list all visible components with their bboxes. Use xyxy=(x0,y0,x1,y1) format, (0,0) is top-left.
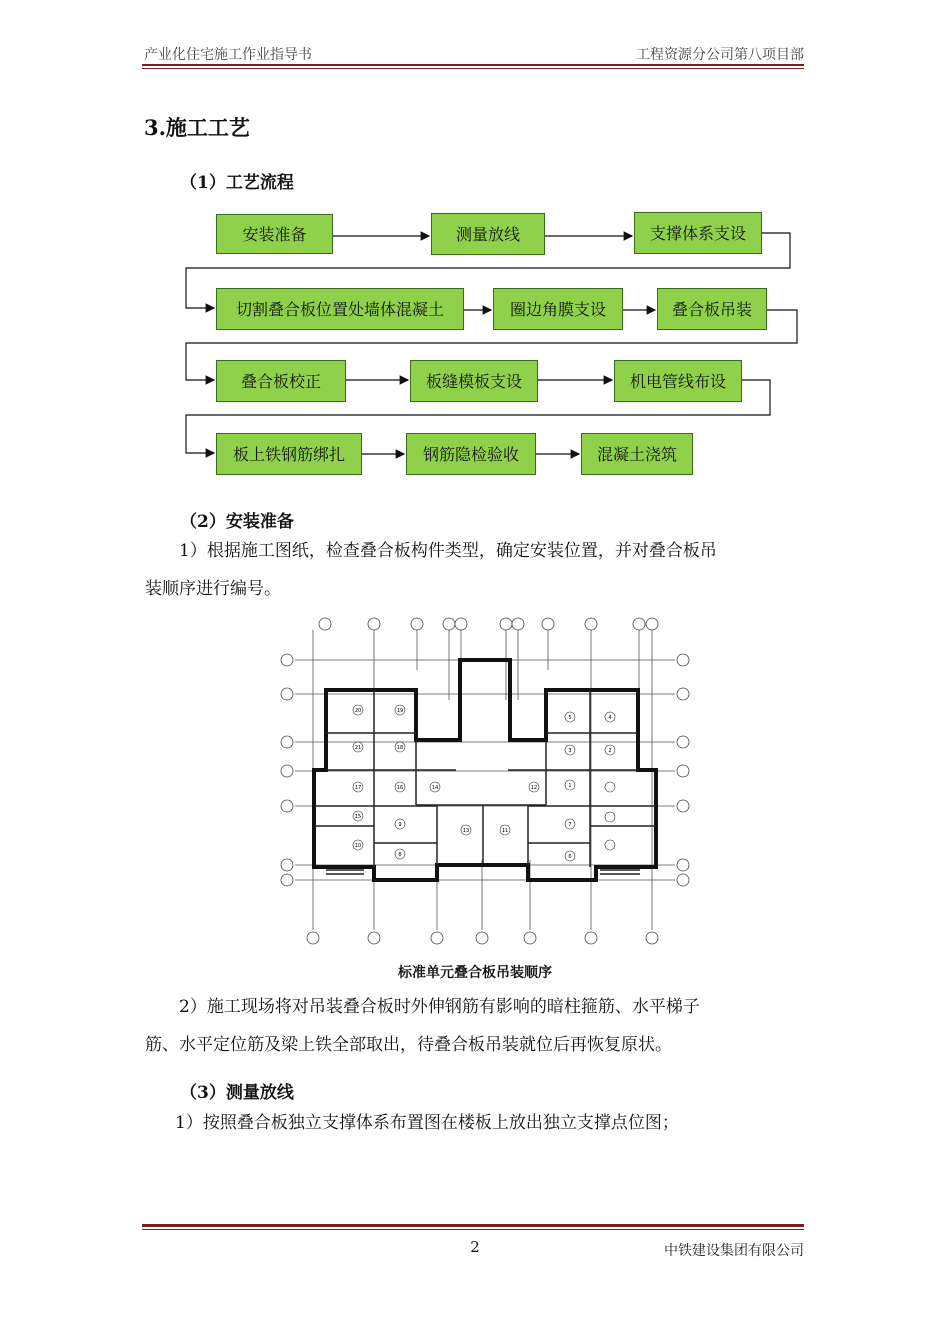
panel-number: 9 xyxy=(398,822,402,828)
floor-plan-figure xyxy=(275,612,695,952)
flow-step-cut-wall-concrete: 切割叠合板位置处墙体混凝土 xyxy=(216,288,464,330)
flow-step-edge-formwork: 圈边角膜支设 xyxy=(493,288,623,330)
paragraph-prep-2 xyxy=(145,988,805,1064)
flow-step-support-system: 支撑体系支设 xyxy=(634,212,762,254)
panel-number: 17 xyxy=(354,785,362,791)
panel-number: 4 xyxy=(608,715,612,721)
panel-number: 1 xyxy=(568,783,572,789)
flow-step-slab-hoisting: 叠合板吊装 xyxy=(657,288,767,330)
panel-marker xyxy=(605,812,615,822)
panel-number: 6 xyxy=(568,854,572,860)
panel-number: 14 xyxy=(431,785,439,791)
panel-number-labels xyxy=(275,612,695,952)
subsection-title-survey: （3）测量放线 xyxy=(180,1083,294,1103)
flow-step-top-rebar-tying: 板上铁钢筋绑扎 xyxy=(216,433,362,475)
section-title: 3.施工工艺 xyxy=(144,115,250,140)
panel-number: 12 xyxy=(530,785,538,791)
panel-number: 2 xyxy=(608,748,612,754)
panel-number: 21 xyxy=(354,745,362,751)
figure-caption: 标准单元叠合板吊装顺序 xyxy=(398,965,552,981)
panel-number: 5 xyxy=(568,715,572,721)
header-right: 工程资源分公司第八项目部 xyxy=(636,47,804,63)
subsection-title-install-prep: （2）安装准备 xyxy=(180,512,294,532)
flow-step-install-prep: 安装准备 xyxy=(216,214,333,254)
flow-step-survey: 测量放线 xyxy=(431,213,545,255)
panel-number: 19 xyxy=(396,708,404,714)
panel-number: 7 xyxy=(568,822,572,828)
panel-number: 8 xyxy=(398,852,402,858)
flow-step-mep-conduit: 机电管线布设 xyxy=(614,360,742,402)
panel-number: 20 xyxy=(354,708,362,714)
paragraph-prep-2-line-2: 筋、水平定位筋及梁上铁全部取出，待叠合板吊装就位后再恢复原状。 xyxy=(145,1035,672,1055)
panel-number: 10 xyxy=(354,843,362,849)
panel-number: 3 xyxy=(568,748,572,754)
footer-divider xyxy=(142,1224,804,1227)
subsection-title-process-flow: （1）工艺流程 xyxy=(180,173,294,193)
panel-number: 11 xyxy=(501,828,509,834)
process-flowchart xyxy=(0,0,950,490)
panel-marker xyxy=(605,782,615,792)
paragraph-survey-1: 1）按照叠合板独立支撑体系布置图在楼板上放出独立支撑点位图； xyxy=(175,1113,679,1133)
footer-divider-thin xyxy=(142,1229,804,1230)
flow-step-slab-alignment: 叠合板校正 xyxy=(216,360,346,402)
header-left: 产业化住宅施工作业指导书 xyxy=(144,47,312,63)
panel-marker xyxy=(605,840,615,850)
paragraph-prep-1 xyxy=(145,532,805,608)
page-number: 2 xyxy=(470,1238,480,1256)
flow-step-joint-formwork: 板缝模板支设 xyxy=(410,360,538,402)
panel-number: 18 xyxy=(396,745,404,751)
panel-number-markers xyxy=(275,612,695,952)
panel-number: 15 xyxy=(354,814,362,820)
footer-company: 中铁建设集团有限公司 xyxy=(664,1243,804,1259)
paragraph-prep-2-line-1: 2）施工现场将对吊装叠合板时外伸钢筋有影响的暗柱箍筋、水平梯子 xyxy=(179,997,700,1017)
paragraph-prep-1-line-2: 装顺序进行编号。 xyxy=(145,579,281,599)
panel-number: 16 xyxy=(396,785,404,791)
paragraph-prep-1-line-1: 1）根据施工图纸，检查叠合板构件类型，确定安装位置，并对叠合板吊 xyxy=(179,541,717,561)
flow-step-concrete-pouring: 混凝土浇筑 xyxy=(581,433,693,475)
flow-step-rebar-inspection: 钢筋隐检验收 xyxy=(406,433,536,475)
panel-number: 13 xyxy=(462,828,470,834)
